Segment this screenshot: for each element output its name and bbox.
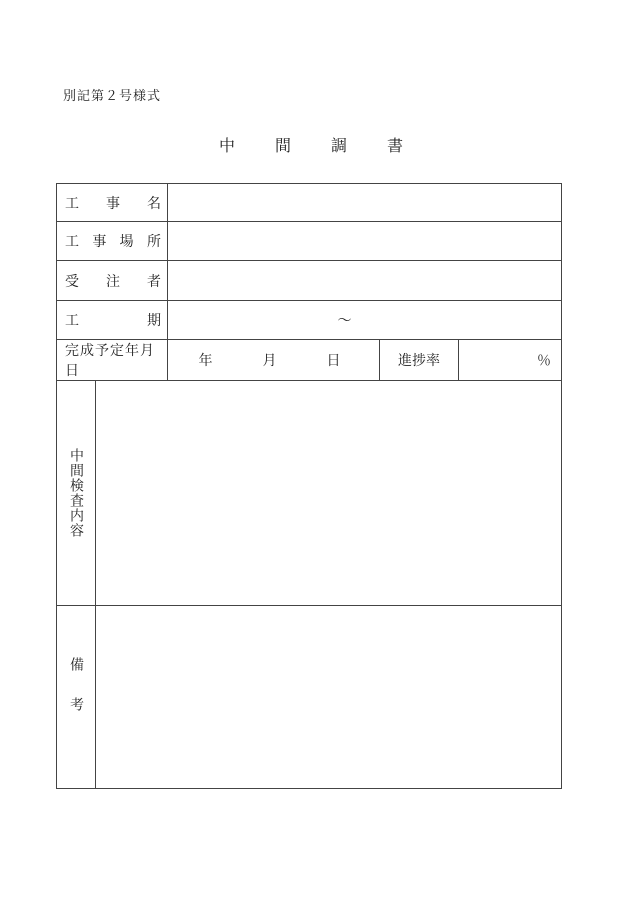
- project-name-label-cell: [57, 184, 168, 222]
- form-label: 別記第２号様式: [63, 89, 162, 104]
- row-completion: [57, 340, 562, 381]
- inspection-label-cell: [57, 381, 96, 606]
- contractor-field[interactable]: [168, 261, 562, 301]
- period-label-cell: [57, 301, 168, 340]
- completion-date-text: 年 月 日: [198, 353, 359, 369]
- row-contractor: [57, 261, 562, 301]
- project-site-field[interactable]: [168, 222, 562, 261]
- row-project-name: [57, 184, 562, 222]
- progress-field[interactable]: [459, 340, 562, 381]
- project-site-label-cell: [57, 222, 168, 261]
- inspection-label: 中間検査内容: [68, 448, 84, 538]
- progress-label: 進捗率: [380, 340, 459, 381]
- period-label: 工 期: [65, 313, 161, 329]
- document-title: 中 間 調 書: [218, 136, 415, 155]
- completion-date-field[interactable]: [168, 340, 380, 381]
- remarks-label: 備考: [68, 657, 84, 737]
- inspection-content-field[interactable]: [96, 381, 562, 606]
- progress-unit: ％: [537, 353, 552, 369]
- project-site-label: 工 事 場 所: [65, 234, 161, 250]
- row-remarks: [57, 606, 562, 789]
- remarks-field[interactable]: [96, 606, 562, 789]
- remarks-label-cell: [57, 606, 96, 789]
- form-table: [56, 183, 562, 789]
- completion-label: 完成予定年月日: [57, 340, 168, 381]
- row-period: [57, 301, 562, 340]
- row-project-site: [57, 222, 562, 261]
- contractor-label: 受 注 者: [65, 273, 161, 290]
- period-field[interactable]: [168, 301, 562, 340]
- row-inspection: [57, 381, 562, 606]
- project-name-label: 工 事 名: [65, 195, 161, 212]
- contractor-label-cell: [57, 261, 168, 301]
- period-tilde: ～: [337, 313, 352, 329]
- project-name-field[interactable]: [168, 184, 562, 222]
